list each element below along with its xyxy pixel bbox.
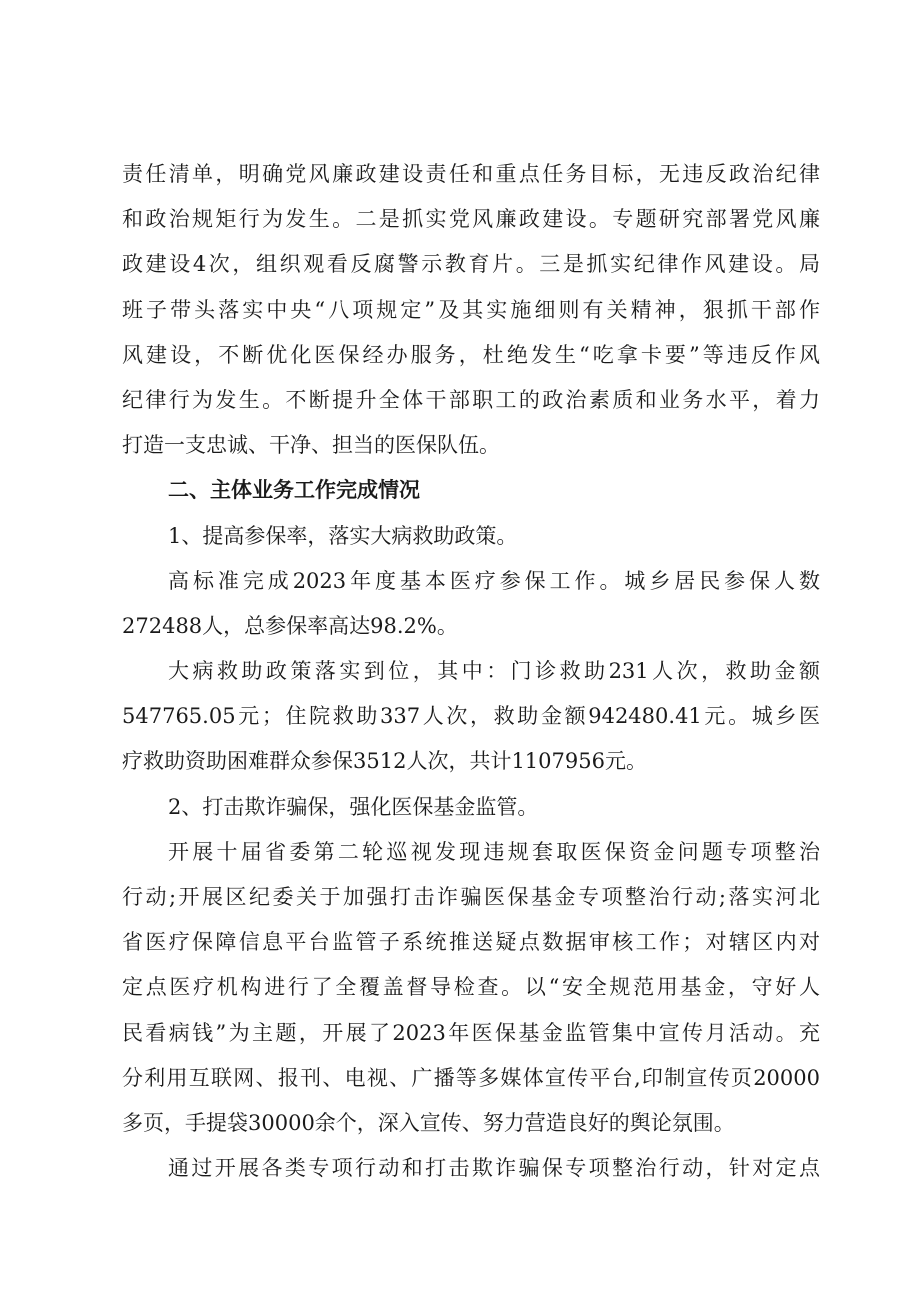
paragraph-line: 开展十届省委第二轮巡视发现违规套取医保资金问题专项整治 [168, 839, 820, 864]
paragraph-line: 分利用互联网、报刊、电视、广播等多媒体宣传平台,印制宣传页20000 [122, 1065, 820, 1090]
paragraph-line: 和政治规矩行为发生。二是抓实党风廉政建设。专题研究部署党风廉 [122, 207, 820, 232]
paragraph-line: 省医疗保障信息平台监管子系统推送疑点数据审核工作；对辖区内对 [122, 930, 820, 955]
paragraph-line: 多页，手提袋30000余个，深入宣传、努力营造良好的舆论氛围。 [122, 1110, 735, 1135]
paragraph-line: 打造一支忠诚、干净、担当的医保队伍。 [122, 433, 500, 458]
item-title: 2、打击欺诈骗保，强化医保基金监管。 [168, 794, 539, 819]
paragraph-line: 272488人，总参保率高达98.2%。 [122, 613, 458, 638]
paragraph-line: 纪律行为发生。不断提升全体干部职工的政治素质和业务水平，着力 [122, 387, 820, 412]
paragraph-line: 大病救助政策落实到位，其中：门诊救助231人次，救助金额 [168, 659, 820, 684]
item-title: 1、提高参保率，落实大病救助政策。 [168, 523, 518, 548]
paragraph-line: 高标准完成2023年度基本医疗参保工作。城乡居民参保人数 [168, 568, 820, 593]
paragraph-line: 547765.05元；住院救助337人次，救助金额942480.41元。城乡医 [122, 704, 820, 729]
paragraph-line: 民看病钱”为主题，开展了2023年医保基金监管集中宣传月活动。充 [122, 1020, 820, 1045]
paragraph-line: 责任清单，明确党风廉政建设责任和重点任务目标，无违反政治纪律 [122, 162, 820, 186]
paragraph-line: 疗救助资助困难群众参保3512人次，共计1107956元。 [122, 749, 647, 774]
paragraph-line: 班子带头落实中央“八项规定”及其实施细则有关精神，狠抓干部作 [122, 297, 820, 322]
paragraph-line: 定点医疗机构进行了全覆盖督导检查。以“安全规范用基金，守好人 [122, 975, 820, 1000]
paragraph-line: 行动;开展区纪委关于加强打击诈骗医保基金专项整治行动;落实河北 [122, 885, 820, 909]
paragraph-line: 政建设4次，组织观看反腐警示教育片。三是抓实纪律作风建设。局 [122, 252, 820, 277]
document-body [122, 152, 820, 1191]
paragraph-line: 通过开展各类专项行动和打击欺诈骗保专项整治行动，针对定点 [168, 1156, 820, 1181]
paragraph-line: 风建设，不断优化医保经办服务，杜绝发生“吃拿卡要”等违反作风 [122, 342, 820, 367]
section-heading: 二、主体业务工作完成情况 [168, 478, 420, 503]
